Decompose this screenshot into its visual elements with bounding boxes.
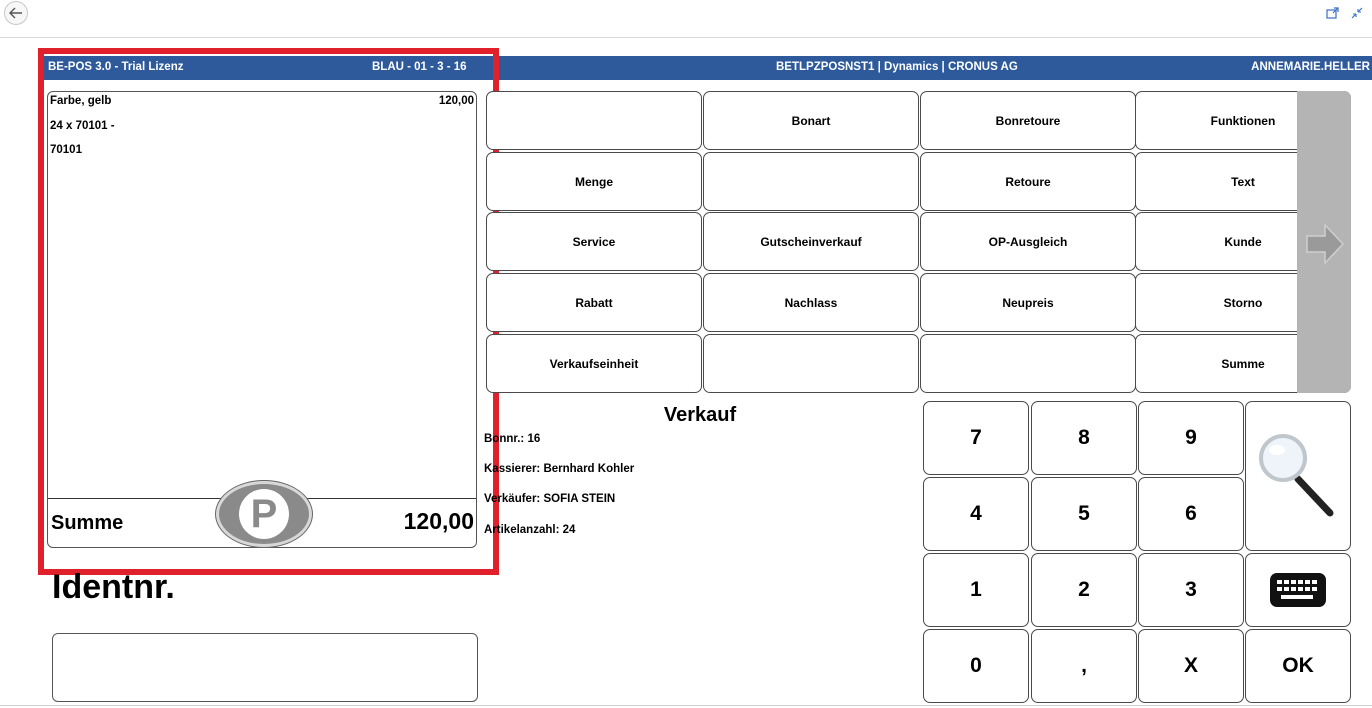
highlight-frame [38, 48, 499, 575]
key-9[interactable]: 9 [1138, 401, 1244, 475]
salesperson-name: Verkäufer: SOFIA STEIN [484, 493, 616, 505]
bonart-button[interactable]: Bonart [703, 91, 919, 150]
register-text: BLAU - 01 - 3 - 16 [372, 61, 467, 73]
bonretoure-button[interactable]: Bonretoure [920, 91, 1136, 150]
key-7[interactable]: 7 [923, 401, 1029, 475]
user-text: ANNEMARIE.HELLER [1251, 61, 1370, 73]
nachlass-button[interactable]: Nachlass [703, 273, 919, 332]
summe-button[interactable]: Summe [1135, 334, 1351, 393]
function-button-empty[interactable] [703, 334, 919, 393]
search-button[interactable] [1245, 401, 1351, 551]
park-icon: P [239, 489, 289, 539]
receipt-item-name: Farbe, gelb [50, 95, 112, 107]
key-x[interactable]: X [1138, 629, 1244, 703]
license-text: BE-POS 3.0 - Trial Lizenz [48, 61, 184, 73]
service-button[interactable]: Service [486, 212, 702, 271]
op-ausgleich-button[interactable]: OP-Ausgleich [920, 212, 1136, 271]
open-in-new-window-icon[interactable] [1326, 6, 1340, 20]
key-comma[interactable]: , [1031, 629, 1137, 703]
ident-label: Identnr. [52, 568, 175, 606]
key-1[interactable]: 1 [923, 553, 1029, 627]
kunde-button[interactable]: Kunde [1135, 212, 1351, 271]
key-0[interactable]: 0 [923, 629, 1029, 703]
sale-title: Verkauf [663, 404, 737, 426]
gutscheinverkauf-button[interactable]: Gutscheinverkauf [703, 212, 919, 271]
receipt-number: Bonnr.: 16 [484, 433, 541, 445]
back-button[interactable] [4, 1, 28, 25]
text-button[interactable]: Text [1135, 152, 1351, 211]
retoure-button[interactable]: Retoure [920, 152, 1136, 211]
function-button-empty[interactable] [486, 91, 702, 150]
funktionen-button[interactable]: Funktionen [1135, 91, 1351, 150]
top-bar [0, 0, 1372, 38]
neupreis-button[interactable]: Neupreis [920, 273, 1136, 332]
sum-value: 120,00 [403, 508, 474, 534]
back-arrow-icon [9, 7, 23, 19]
ident-input[interactable] [52, 633, 478, 702]
keyboard-button[interactable] [1245, 553, 1351, 627]
collapse-icon[interactable] [1350, 6, 1364, 20]
key-2[interactable]: 2 [1031, 553, 1137, 627]
key-8[interactable]: 8 [1031, 401, 1137, 475]
sum-label: Summe [51, 512, 124, 534]
key-6[interactable]: 6 [1138, 477, 1244, 551]
key-3[interactable]: 3 [1138, 553, 1244, 627]
menge-button[interactable]: Menge [486, 152, 702, 211]
bottom-divider [0, 705, 1372, 706]
magnifier-icon [1258, 431, 1338, 521]
receipt-item-amount: 120,00 [438, 95, 474, 107]
cashier-name: Kassierer: Bernhard Kohler [484, 463, 635, 475]
ok-button[interactable]: OK [1245, 629, 1351, 703]
storno-button[interactable]: Storno [1135, 273, 1351, 332]
receipt-item-number: 70101 [50, 144, 82, 156]
key-5[interactable]: 5 [1031, 477, 1137, 551]
rabatt-button[interactable]: Rabatt [486, 273, 702, 332]
keyboard-icon [1269, 572, 1327, 608]
verkaufseinheit-button[interactable]: Verkaufseinheit [486, 334, 702, 393]
item-count: Artikelanzahl: 24 [484, 524, 576, 536]
receipt-item-qty: 24 x 70101 - [50, 120, 115, 132]
system-text: BETLPZPOSNST1 | Dynamics | CRONUS AG [776, 61, 1018, 73]
function-button-empty[interactable] [703, 152, 919, 211]
function-button-empty[interactable] [920, 334, 1136, 393]
arrow-right-icon[interactable] [1305, 222, 1345, 266]
key-4[interactable]: 4 [923, 477, 1029, 551]
